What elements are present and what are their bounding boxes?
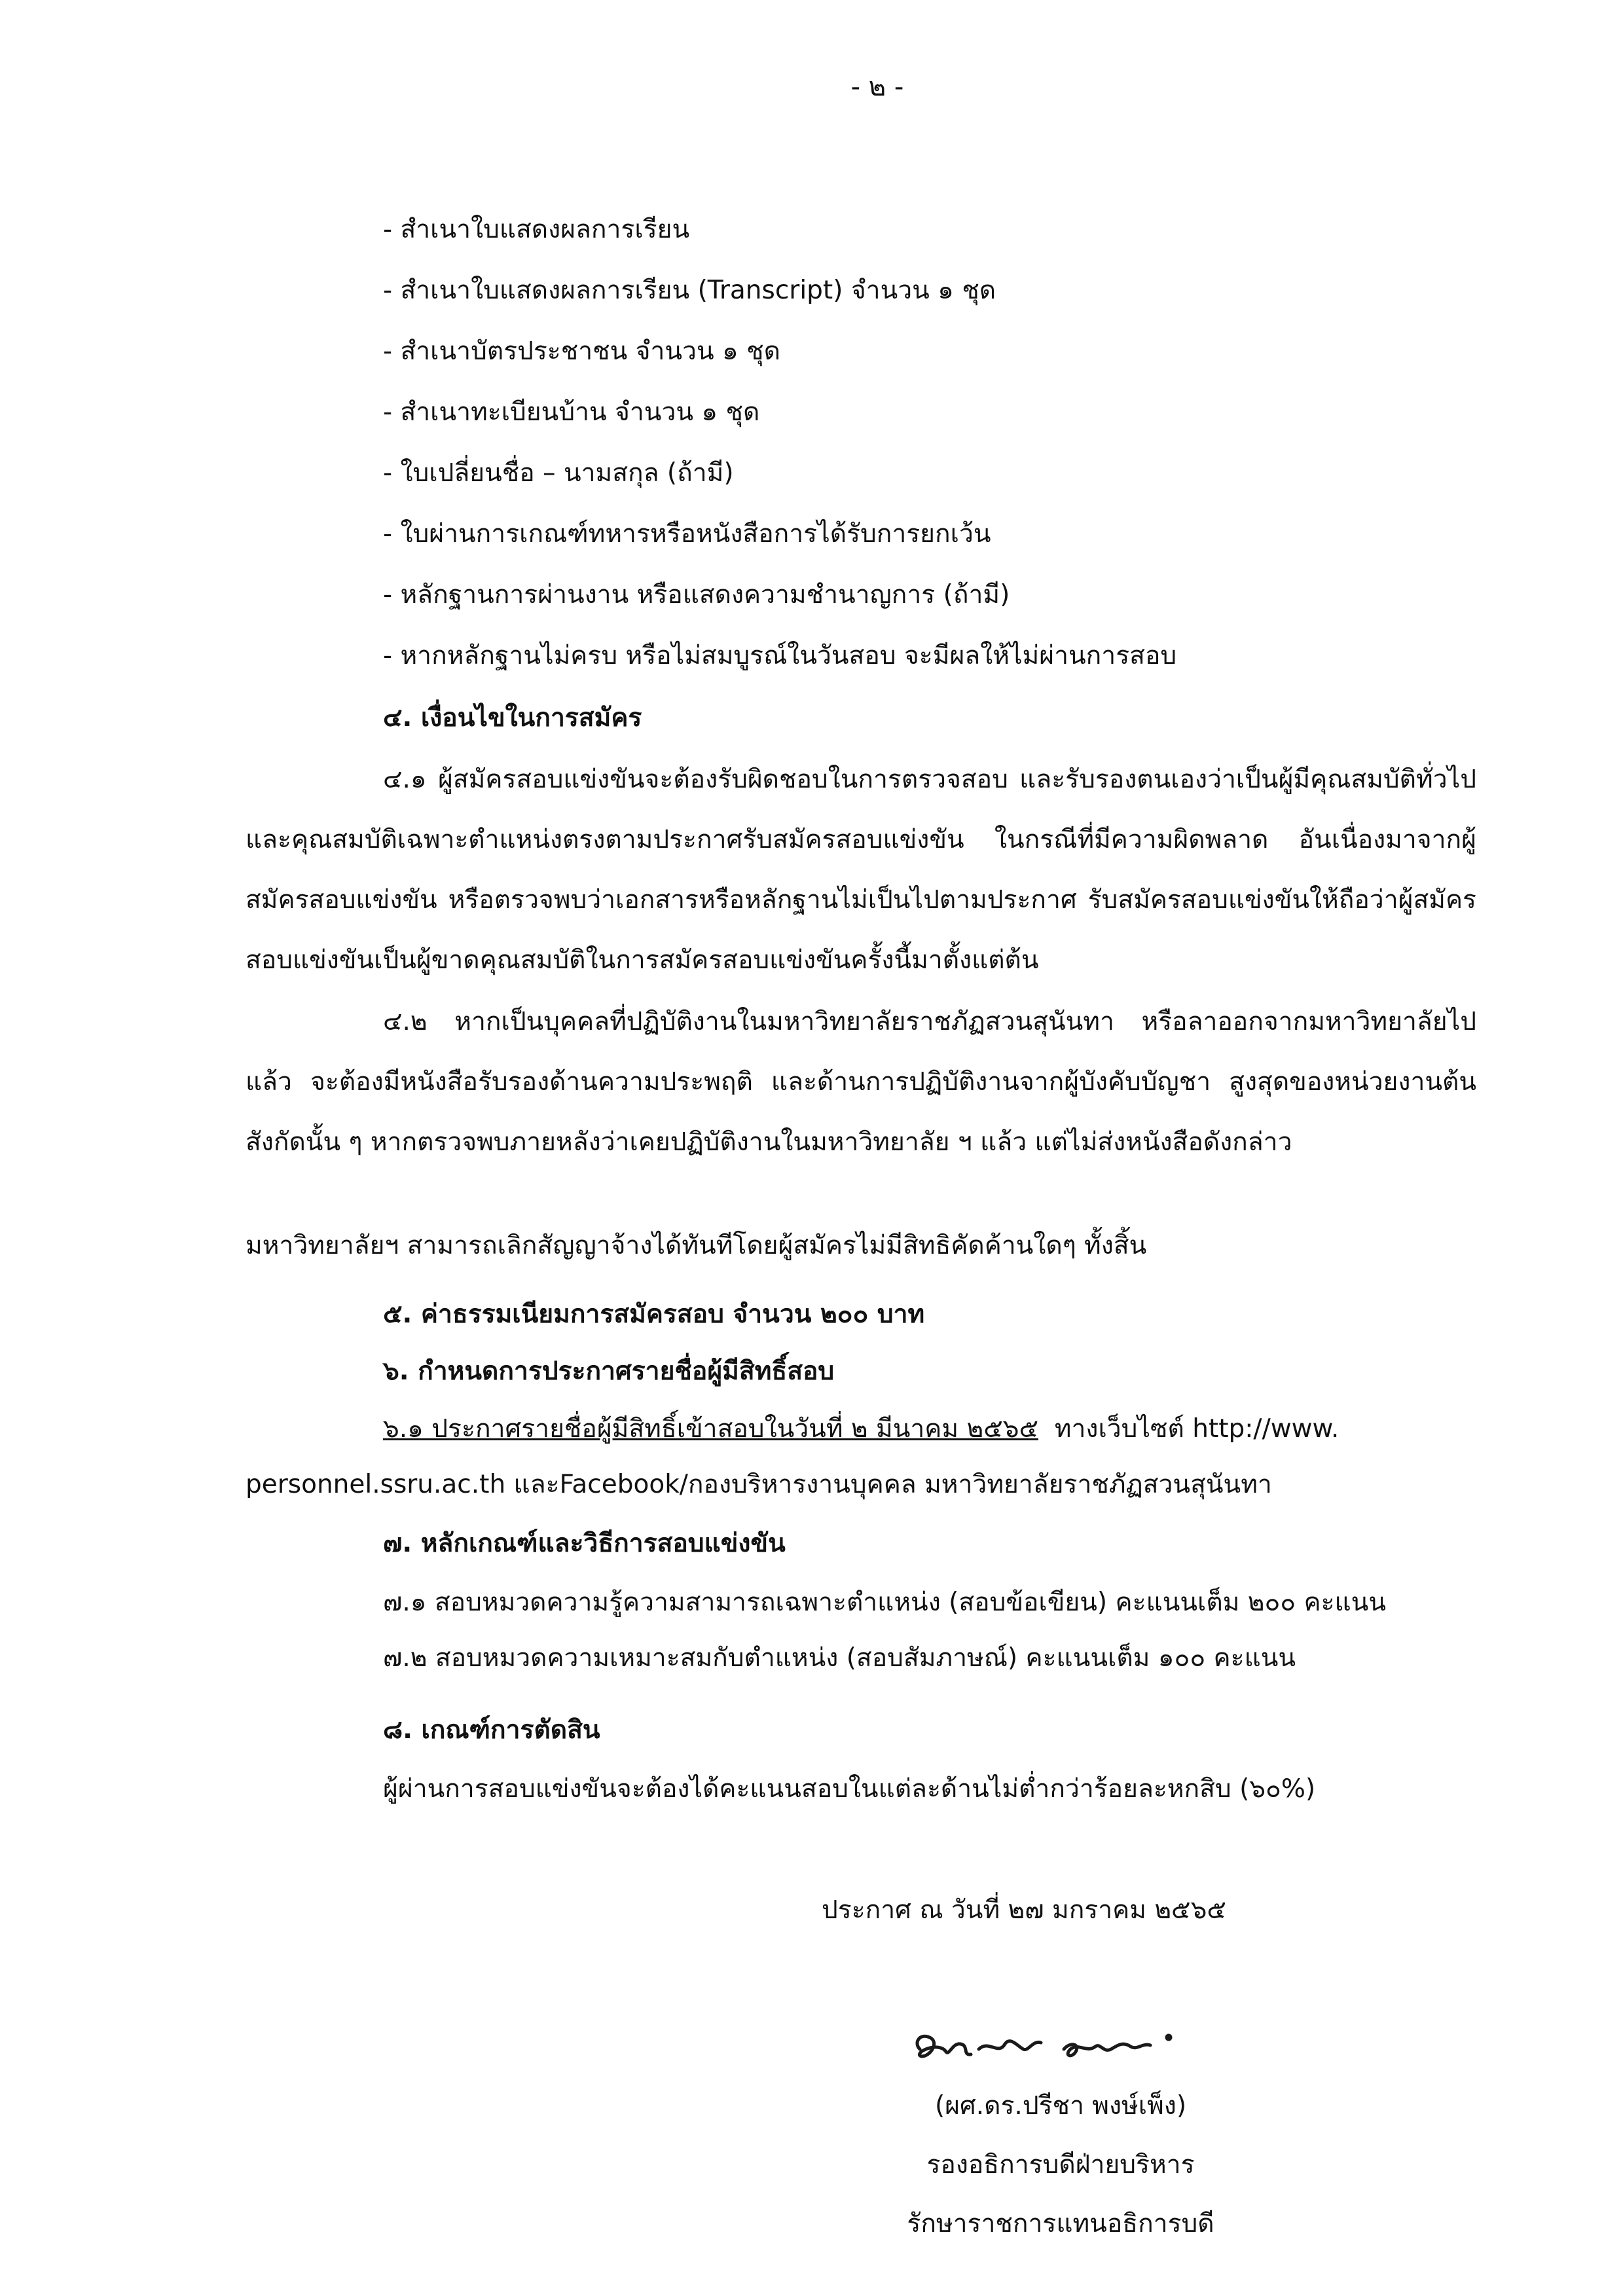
section7-heading: ๗. หลักเกณฑ์และวิธีการสอบแข่งขัน	[383, 1529, 786, 1558]
document-item: - สำเนาใบแสดงผลการเรียน	[383, 215, 690, 244]
document-item: - หากหลักฐานไม่ครบ หรือไม่สมบูรณ์ในวันสอบ จะมีผลให้ไม่ผ่านการสอบ	[383, 641, 1177, 670]
signatory-acting: รักษาราชการแทนอธิการบดี	[907, 2209, 1214, 2238]
section4-heading: ๔. เงื่อนไขในการสมัคร	[383, 703, 642, 733]
section7-item-2: ๗.๒ สอบหมวดความเหมาะสมกับตำแหน่ง (สอบสัมภาษณ์) คะแนนเต็ม ๑๐๐ คะแนน	[383, 1643, 1296, 1673]
section8-text: ผู้ผ่านการสอบแข่งขันจะต้องได้คะแนนสอบในแต่ละด้านไม่ต่ำกว่าร้อยละหกสิบ (๖๐%)	[383, 1774, 1316, 1804]
document-item: - ใบเปลี่ยนชื่อ – นามสกุล (ถ้ามี)	[383, 458, 734, 488]
section5-heading: ๕. ค่าธรรมเนียมการสมัครสอบ จำนวน ๒๐๐ บาท	[383, 1300, 925, 1329]
section4-paragraph-2-end: มหาวิทยาลัยฯ สามารถเลิกสัญญาจ้างได้ทันทีโดยผู้สมัครไม่มีสิทธิคัดค้านใดๆ ทั้งสิ้น	[246, 1231, 1147, 1260]
section6-item1-line	[383, 1414, 1339, 1445]
document-item: - สำเนาบัตรประชาชน จำนวน ๑ ชุด	[383, 337, 780, 366]
section6-date-underlined: ๖.๑ ประกาศรายชื่อผู้มีสิทธิ์เข้าสอบในวันที่ ๒ มีนาคม ๒๕๖๕	[383, 1414, 1038, 1444]
signature-image	[907, 2003, 1208, 2075]
section7-item-1: ๗.๑ สอบหมวดความรู้ความสามารถเฉพาะตำแหน่ง (สอบข้อเขียน) คะแนนเต็ม ๒๐๐ คะแนน	[383, 1588, 1386, 1617]
document-item: - สำเนาใบแสดงผลการเรียน (Transcript) จำนวน ๑ ชุด	[383, 276, 996, 305]
section6-heading: ๖. กำหนดการประกาศรายชื่อผู้มีสิทธิ์สอบ	[383, 1357, 835, 1386]
document-item: - หลักฐานการผ่านงาน หรือแสดงความชำนาญการ (ถ้ามี)	[383, 580, 1010, 610]
section4-paragraph-1: ๔.๑ ผู้สมัครสอบแข่งขันจะต้องรับผิดชอบในการตรวจสอบ และรับรองตนเองว่าเป็นผู้มีคุณสมบัติทั่วไป และคุณสมบัติเฉพาะตำแหน่งตรงตามประกาศรับสมัครสอบแข่งขัน ในกรณีที่มีความผิดพลาด อันเนื่องมาจากผู้สมัครสอบแข่งขัน หรือตรวจพบว่าเอกสารหรือหลักฐานไม่เป็นไปตามประกาศ รับสมัครสอบแข่งขันให้ถือว่าผู้สมัครสอบแข่งขันเป็นผู้ขาดคุณสมบัติในการสมัครสอบแข่งขันครั้งนี้มาตั้งแต่ต้น	[246, 765, 1476, 975]
document-item: - ใบผ่านการเกณฑ์ทหารหรือหนังสือการได้รับการยกเว้น	[383, 519, 991, 549]
announcement-date: ประกาศ ณ วันที่ ๒๗ มกราคม ๒๕๖๕	[822, 1895, 1226, 1925]
page-number: - ๒ -	[850, 72, 904, 102]
signatory-position: รองอธิการบดีฝ่ายบริหาร	[926, 2150, 1195, 2179]
section4-paragraph-2: ๔.๒ หากเป็นบุคคลที่ปฏิบัติงานในมหาวิทยาลัยราชภัฏสวนสุนันทา หรือลาออกจากมหาวิทยาลัยไปแล้ว จะต้องมีหนังสือรับรองด้านความประพฤติ และด้านการปฏิบัติงานจากผู้บังคับบัญชา สูงสุดของหน่วยงานต้นสังกัดนั้น ๆ หากตรวจพบภายหลังว่าเคยปฏิบัติงานในมหาวิทยาลัย ฯ แล้ว แต่ไม่ส่งหนังสือดังกล่าว	[246, 1007, 1476, 1157]
signatory-name: (ผศ.ดร.ปรีชา พงษ์เพ็ง)	[934, 2091, 1187, 2121]
section6-item1-line2: personnel.ssru.ac.th และFacebook/กองบริหารงานบุคคล มหาวิทยาลัยราชภัฏสวนสุนันทา	[246, 1470, 1272, 1499]
document-item: - สำเนาทะเบียนบ้าน จำนวน ๑ ชุด	[383, 397, 760, 427]
section6-website-text: ทางเว็บไซต์ http://www.	[1054, 1414, 1340, 1444]
section8-heading: ๘. เกณฑ์การตัดสิน	[383, 1715, 600, 1745]
